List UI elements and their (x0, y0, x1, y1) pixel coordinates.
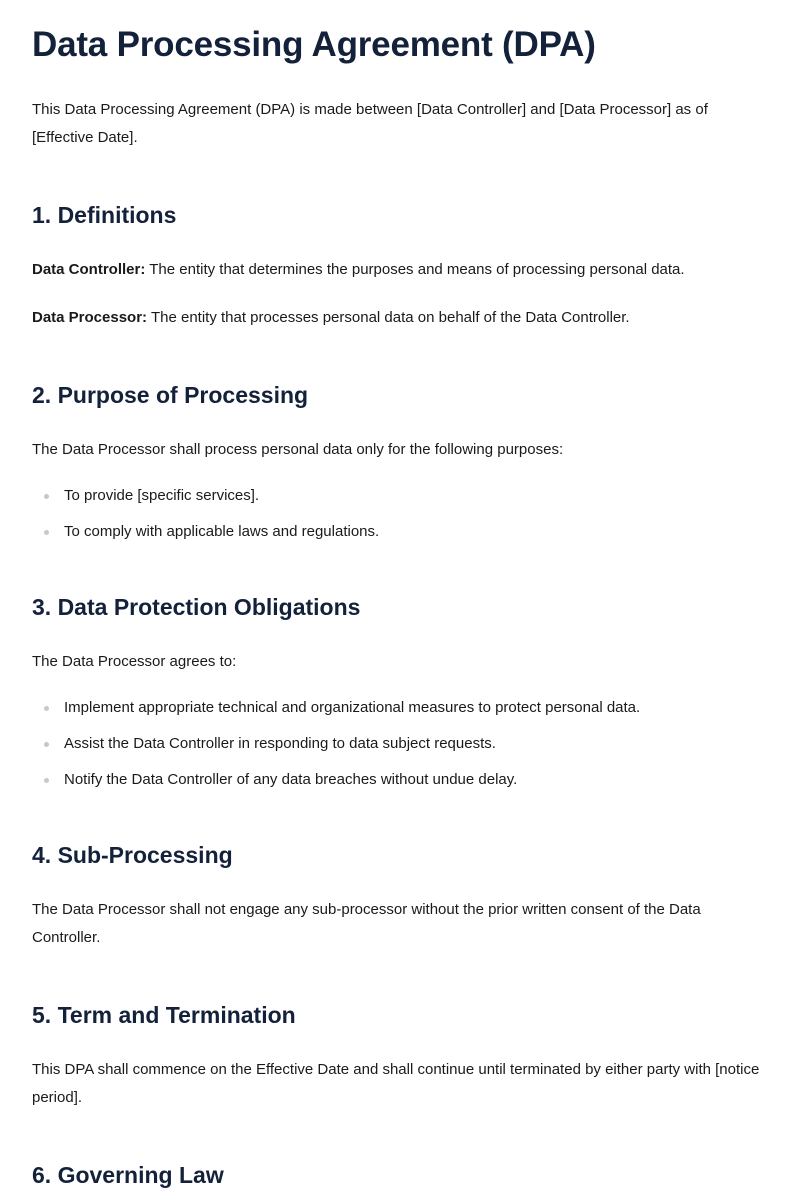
section-heading: 1. Definitions (32, 202, 177, 228)
section-paragraph: The Data Processor shall not engage any sub-processor without the prior written consent of the Data Controller. (32, 901, 701, 946)
definition-term: Data Controller: (32, 261, 146, 278)
definition-term: Data Processor: (32, 309, 148, 326)
section-governing-law (32, 1160, 768, 1190)
section-heading: 5. Term and Termination (32, 1002, 296, 1028)
section-obligations (32, 592, 768, 792)
section-heading: 2. Purpose of Processing (32, 382, 309, 408)
definition-text: The entity that determines the purposes and means of processing personal data. (145, 261, 685, 278)
section-heading: 4. Sub-Processing (32, 842, 233, 868)
list-item: Assist the Data Controller in responding to data subject requests. (32, 732, 768, 756)
section-heading: 3. Data Protection Obligations (32, 594, 361, 620)
definition-data-controller (32, 256, 768, 284)
list-item: To comply with applicable laws and regulations. (32, 520, 768, 544)
obligations-list (32, 696, 768, 792)
list-item: To provide [specific services]. (32, 484, 768, 508)
section-sub-processing (32, 840, 768, 952)
page-title: Data Processing Agreement (DPA) (32, 25, 596, 64)
purpose-list (32, 484, 768, 544)
definition-data-processor (32, 304, 768, 332)
list-item: Notify the Data Controller of any data breaches without undue delay. (32, 768, 768, 792)
section-term-termination (32, 1000, 768, 1112)
section-paragraph: The Data Processor shall process personal data only for the following purposes: (32, 441, 564, 458)
section-heading: 6. Governing Law (32, 1162, 224, 1188)
definition-text: The entity that processes personal data on behalf of the Data Controller. (147, 309, 630, 326)
section-paragraph: This DPA shall commence on the Effective Date and shall continue until terminated by either party with [notice period]. (32, 1061, 760, 1106)
section-paragraph: The Data Processor agrees to: (32, 653, 237, 670)
section-definitions (32, 200, 768, 332)
list-item: Implement appropriate technical and organizational measures to protect personal data. (32, 696, 768, 720)
section-purpose (32, 380, 768, 544)
intro-paragraph: This Data Processing Agreement (DPA) is made between [Data Controller] and [Data Processor] as of [Effective Date]. (32, 101, 708, 146)
